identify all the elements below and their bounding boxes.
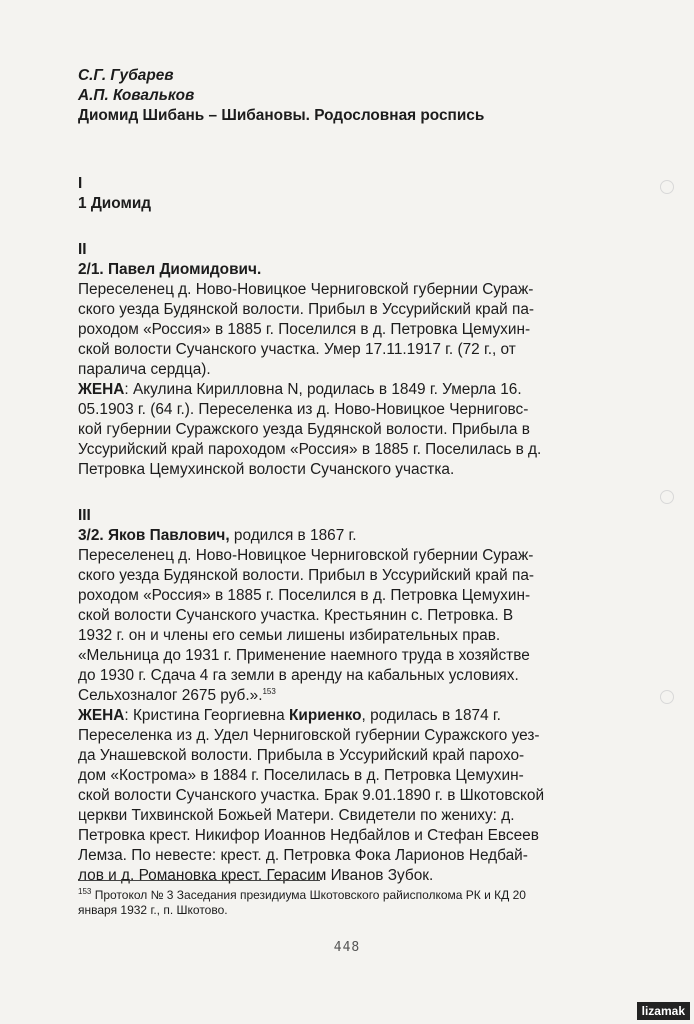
generation-2-entry-head: 2/1. Павел Диомидович.: [78, 261, 262, 278]
text-line: дом «Кострома» в 1884 г. Поселилась в д. Петровка Цемухин-: [78, 767, 524, 784]
punch-hole-mark: [660, 180, 674, 194]
footnote-number: 153: [78, 887, 92, 896]
generation-1-entry: 1 Диомид: [78, 195, 152, 212]
text-line: Уссурийский край пароходом «Россия» в 1885 г. Поселилась в д.: [78, 441, 542, 458]
text-line: ского уезда Будянской волости. Прибыл в Уссурийский край па-: [78, 301, 535, 318]
generation-3-body: [78, 546, 598, 706]
text-line: ской волости Сучанского участка. Умер 17.11.1917 г. (72 г., от: [78, 341, 516, 358]
generation-2-wife: [78, 380, 598, 480]
generation-3-entry-head: 3/2. Яков Павлович,: [78, 527, 230, 544]
author-1: С.Г. Губарев: [78, 67, 174, 84]
punch-hole-mark: [660, 490, 674, 504]
wife-birth: , родилась в 1874 г.: [361, 707, 501, 724]
footnote-text: Протокол № 3 Заседания президиума Шкотовского райисполкома РК и КД 20: [91, 888, 526, 902]
wife-surname: Кириенко: [289, 707, 362, 724]
generation-2-body: [78, 280, 598, 380]
text-line: паралича сердца).: [78, 361, 211, 378]
text-line: да Унашевской волости. Прибыла в Уссурийский край парохо-: [78, 747, 525, 764]
generation-3-entry: [78, 526, 598, 546]
footnote-divider: [78, 880, 320, 881]
page-number: 448: [333, 940, 361, 955]
text-line: Петровка Цемухинской волости Сучанского участка.: [78, 461, 455, 478]
text-line: лов и д. Романовка крест. Герасим Иванов Зубок.: [78, 867, 434, 884]
text-line: до 1930 г. Сдача 4 га земли в аренду на кабальных условиях.: [78, 667, 519, 684]
text-line: роходом «Россия» в 1885 г. Поселился в д. Петровка Цемухин-: [78, 587, 531, 604]
text-line: Переселенец д. Ново-Новицкое Черниговской губернии Сураж-: [78, 281, 534, 298]
wife-label: ЖЕНА: [78, 381, 125, 398]
text-line: 05.1903 г. (64 г.). Переселенка из д. Ново-Новицкое Черниговс-: [78, 401, 529, 418]
text-line: Переселенец д. Ново-Новицкое Черниговской губернии Сураж-: [78, 547, 534, 564]
footnote: [78, 888, 598, 918]
main-text: [78, 66, 598, 886]
text-line: Переселенка из д. Удел Черниговской губернии Суражского уез-: [78, 727, 540, 744]
text-line: кой губернии Суражского уезда Будянской волости. Прибыла в: [78, 421, 530, 438]
document-title: Диомид Шибань – Шибановы. Родословная роспись: [78, 107, 485, 124]
text-line: роходом «Россия» в 1885 г. Поселился в д. Петровка Цемухин-: [78, 321, 531, 338]
generation-1-numeral: I: [78, 175, 83, 192]
author-2: А.П. Ковальков: [78, 87, 195, 104]
generation-3-wife: [78, 706, 598, 886]
text-line: «Мельница до 1931 г. Применение наемного труда в хозяйстве: [78, 647, 530, 664]
text-line: : Акулина Кирилловна N, родилась в 1849 г. Умерла 16.: [124, 381, 522, 398]
text-line: Петровка крест. Никифор Иоаннов Недбайлов и Стефан Евсеев: [78, 827, 539, 844]
text-line: Сельхозналог 2675 руб.».: [78, 687, 263, 704]
text-line: 1932 г. он и члены его семьи лишены избирательных прав.: [78, 627, 501, 644]
generation-2-numeral: II: [78, 241, 87, 258]
text-line: ского уезда Будянской волости. Прибыл в Уссурийский край па-: [78, 567, 535, 584]
text-line: Лемза. По невесте: крест. д. Петровка Фока Ларионов Недбай-: [78, 847, 528, 864]
wife-label: ЖЕНА: [78, 707, 125, 724]
generation-3-entry-tail: родился в 1867 г.: [229, 527, 357, 544]
footnote-ref: 153: [262, 686, 276, 696]
wife-name: : Кристина Георгиевна: [124, 707, 290, 724]
text-line: ской волости Сучанского участка. Брак 9.01.1890 г. в Шкотовской: [78, 787, 545, 804]
generation-3-numeral: III: [78, 507, 91, 524]
punch-hole-mark: [660, 690, 674, 704]
text-line: церкви Тихвинской Божьей Матери. Свидетели по жениху: д.: [78, 807, 515, 824]
watermark-label: lizamak: [637, 1002, 690, 1020]
footnote-text: января 1932 г., п. Шкотово.: [78, 903, 228, 917]
text-line: ской волости Сучанского участка. Крестьянин с. Петровка. В: [78, 607, 514, 624]
